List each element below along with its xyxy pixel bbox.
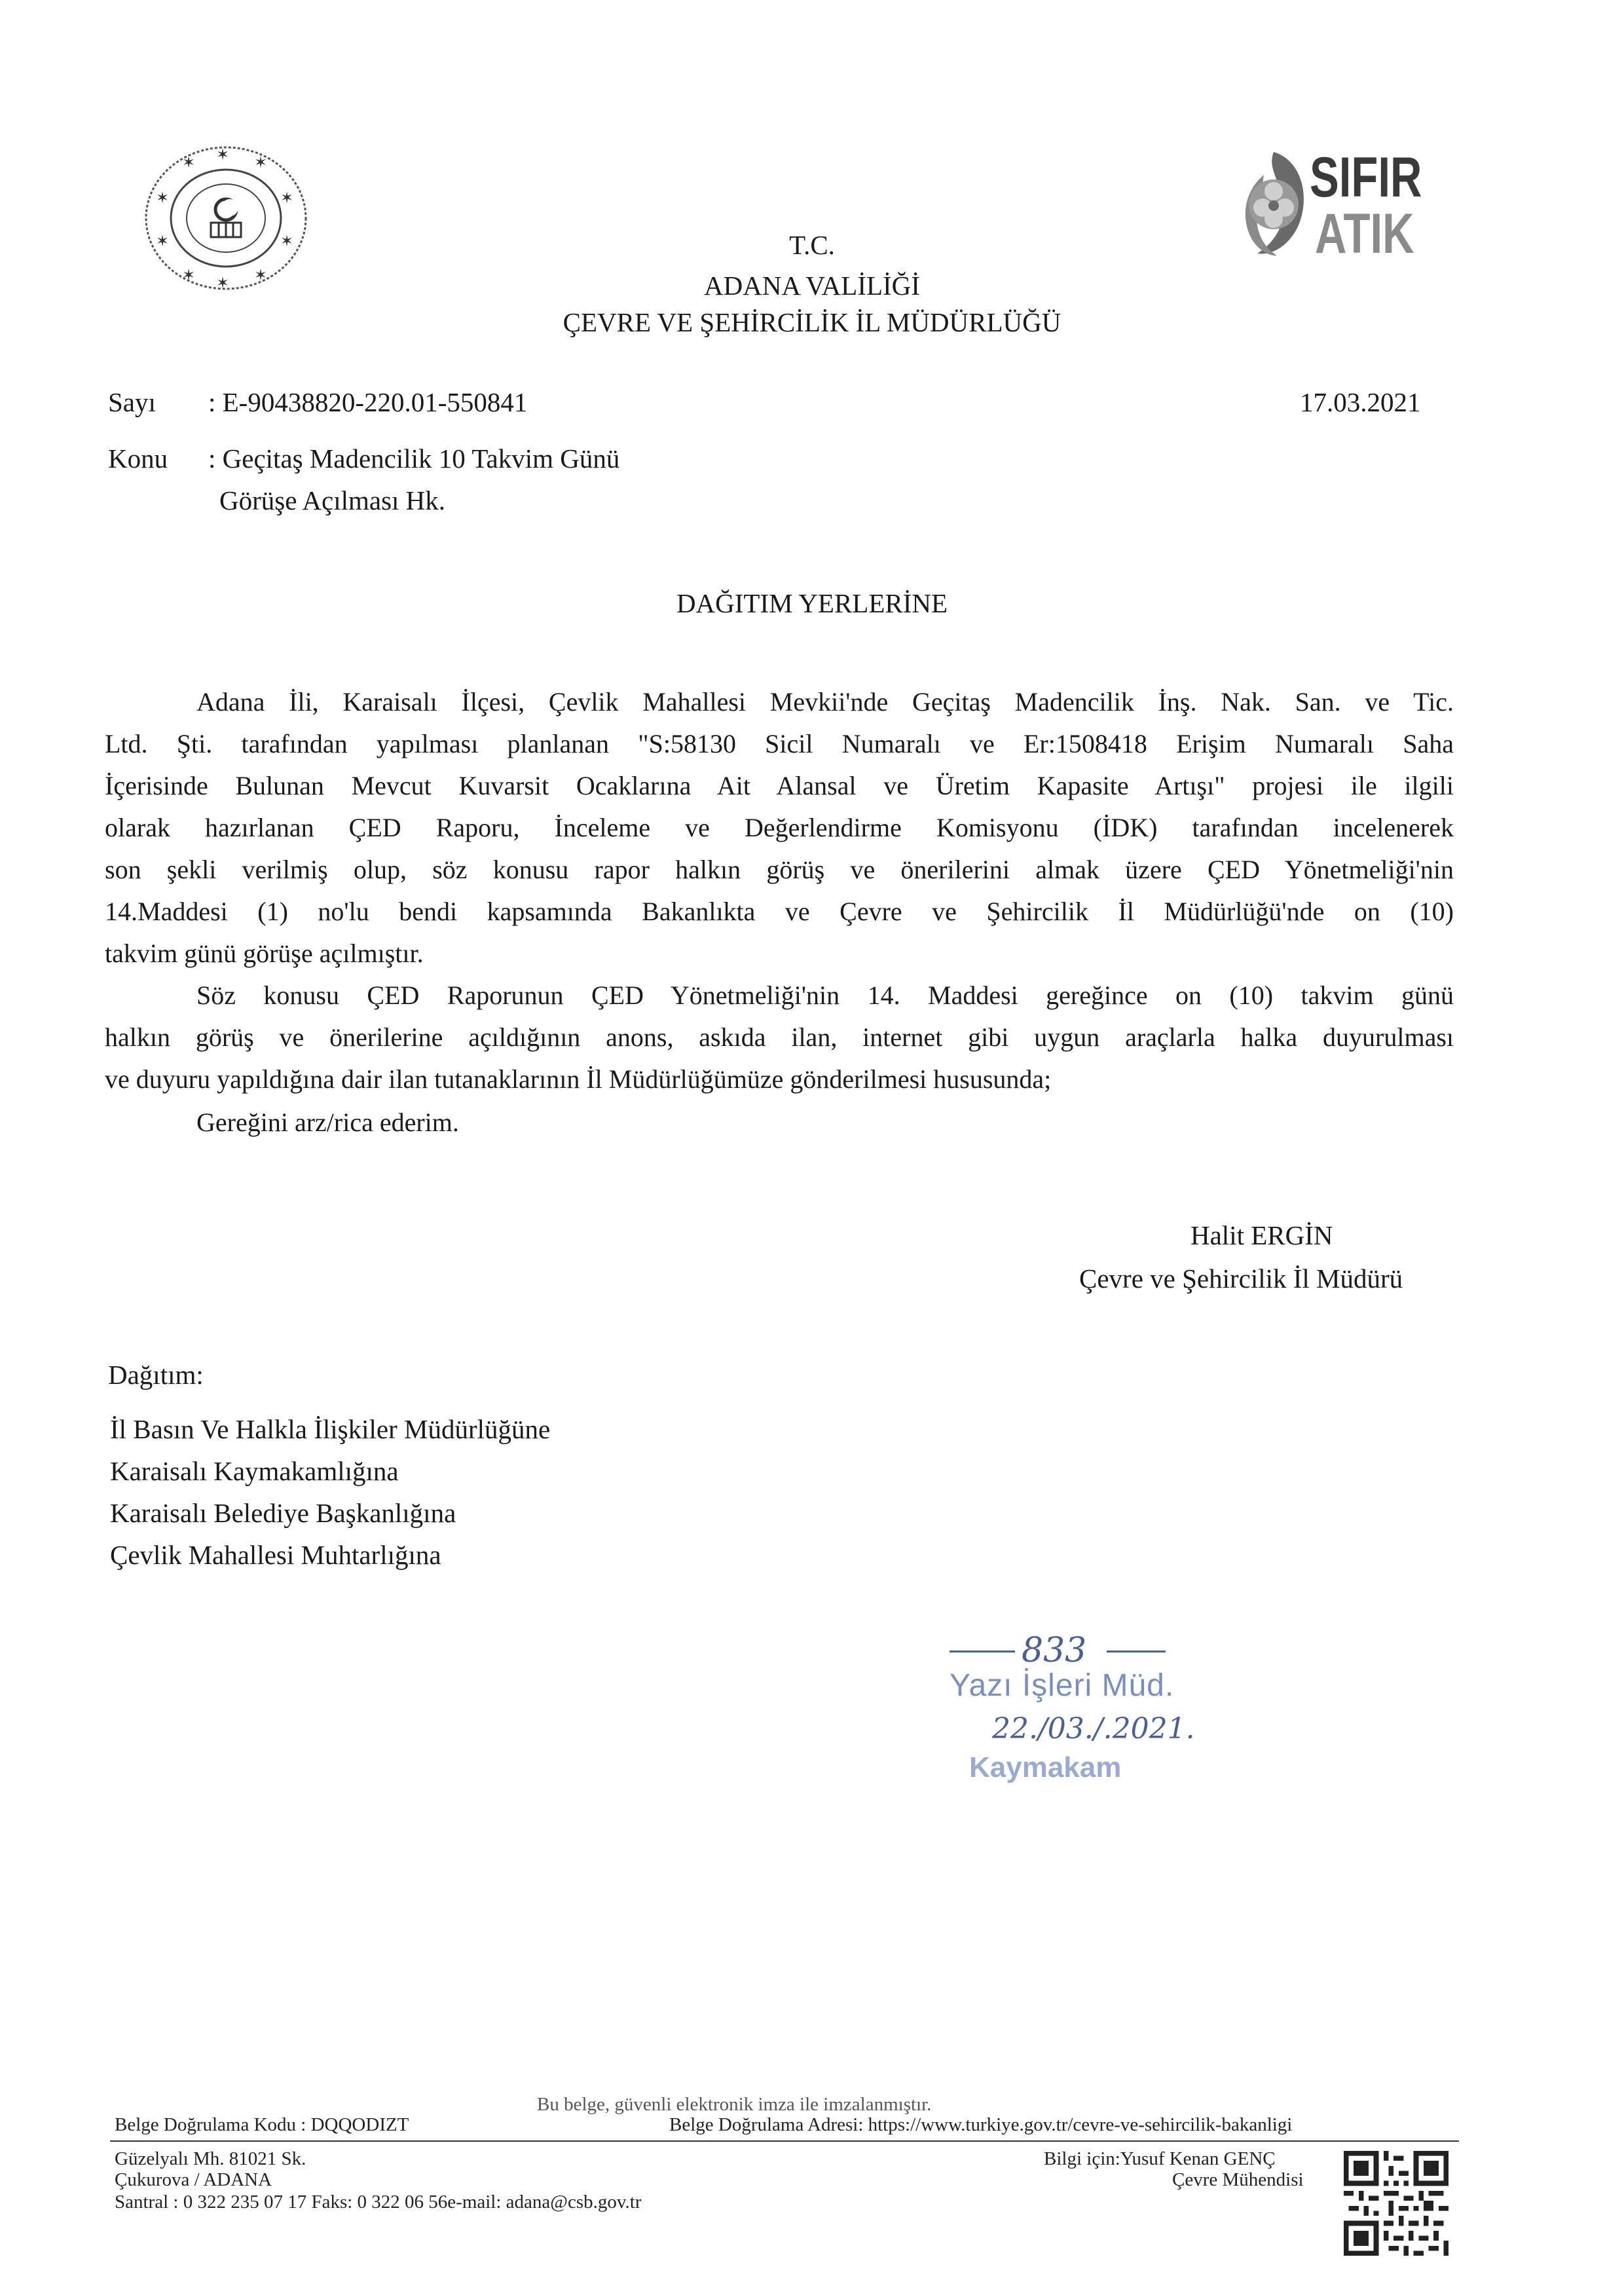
sayi-value: : E-90438820-220.01-550841 (208, 387, 528, 417)
qr-code-icon (1344, 2151, 1449, 2256)
stamp-date: 22./03./.2021. (992, 1712, 1195, 1745)
atik-text: ATIK (1315, 202, 1414, 265)
svg-text:✶: ✶ (216, 274, 230, 292)
body-line: 14.Maddesi (1) no'lu bendi kapsamında Bakanlıkta ve Çevre ve Şehircilik İl Müdürlüğü'nde on (10) (105, 897, 1454, 926)
signatory-title: Çevre ve Şehircilik İl Müdürü (1079, 1263, 1403, 1294)
signatory-name: Halit ERGİN (1190, 1220, 1333, 1250)
body-line: takvim günü görüşe açılmıştır. (105, 939, 424, 968)
distribution-label: Dağıtım: (108, 1360, 204, 1390)
body-line: halkın görüş ve önerilerine açıldığının anons, askıda ilan, internet gibi uygun araçlarla halka duyurulması (105, 1022, 1454, 1052)
verification-address: Belge Doğrulama Adresi: https://www.turkiye.gov.tr/cevre-ve-sehircilik-bakanligi (669, 2114, 1293, 2135)
body-line: İçerisinde Bulunan Mevcut Kuvarsit Ocaklarına Ait Alansal ve Üretim Kapasite Artışı" projesi ile ilgili (105, 771, 1454, 800)
konu-value-2: Görüşe Açılması Hk. (219, 485, 446, 515)
svg-text:✶: ✶ (182, 153, 196, 172)
received-stamp (930, 1631, 1205, 1801)
svg-text:✶: ✶ (216, 145, 230, 164)
footer-address-1: Güzelyalı Mh. 81021 Sk. (115, 2148, 306, 2169)
distribution-item: Çevlik Mahallesi Muhtarlığına (110, 1540, 441, 1570)
svg-text:✶: ✶ (280, 232, 294, 250)
e-signature-note: Bu belge, güvenli elektronik imza ile imzalanmıştır. (537, 2094, 932, 2115)
stamp-dash-left (950, 1651, 1015, 1652)
svg-text:✶: ✶ (254, 153, 268, 172)
body-line: olarak hazırlanan ÇED Raporu, İnceleme ve Değerlendirme Komisyonu (İDK) tarafından incelenerek (105, 813, 1454, 842)
konu-value-1: : Geçitaş Madencilik 10 Takvim Günü (208, 443, 620, 474)
footer-info-title: Çevre Mühendisi (1172, 2169, 1304, 2190)
verification-code: Belge Doğrulama Kodu : DQQODIZT (115, 2114, 409, 2135)
footer-address-2: Çukurova / ADANA (115, 2169, 272, 2190)
body-line: Adana İli, Karaisalı İlçesi, Çevlik Mahallesi Mevkii'nde Geçitaş Madencilik İnş. Nak. San. ve Tic. (196, 687, 1454, 717)
distribution-item: Karaisalı Kaymakamlığına (110, 1456, 399, 1486)
svg-text:✶: ✶ (280, 189, 294, 207)
distribution-item: İl Basın Ve Halkla İlişkiler Müdürlüğüne (110, 1414, 551, 1444)
svg-text:✶: ✶ (254, 266, 268, 284)
document-date: 17.03.2021 (1300, 387, 1421, 417)
sayi-label: Sayı (108, 387, 156, 417)
footer-divider (110, 2140, 1459, 2142)
footer-contact: Santral : 0 322 235 07 17 Faks: 0 322 06 56e-mail: adana@csb.gov.tr (115, 2192, 642, 2212)
body-line: son şekli verilmiş olup, söz konusu rapor halkın görüş ve önerilerini almak üzere ÇED Yönetmeliği'nin (105, 855, 1454, 884)
stamp-number: 833 (1022, 1631, 1087, 1670)
stamp-department: Yazı İşleri Müd. (950, 1668, 1175, 1703)
recipient-heading: DAĞITIM YERLERİNE (676, 588, 948, 618)
body-line: ve duyuru yapıldığına dair ilan tutanaklarının İl Müdürlüğümüze gönderilmesi hususunda; (105, 1064, 1052, 1094)
distribution-item: Karaisalı Belediye Başkanlığına (110, 1498, 456, 1528)
header-governorship: ADANA VALİLİĞİ (704, 271, 920, 301)
konu-label: Konu (108, 443, 168, 474)
closing-line: Gereğini arz/rica ederim. (196, 1108, 459, 1137)
sifir-text: SIFIR (1310, 146, 1422, 209)
stamp-kaymakam: Kaymakam (969, 1751, 1122, 1783)
body-line: Söz konusu ÇED Raporunun ÇED Yönetmeliği'nin 14. Maddesi gereğince on (10) takvim günü (196, 980, 1454, 1010)
stamp-dash-right (1107, 1651, 1166, 1652)
body-line: Ltd. Şti. tarafından yapılması planlanan "S:58130 Sicil Numaralı ve Er:1508418 Erişim Numaralı Saha (105, 729, 1454, 758)
header-tc: T.C. (789, 230, 835, 260)
qr-code (1344, 2151, 1449, 2256)
svg-text:✶: ✶ (156, 189, 170, 207)
header-directorate: ÇEVRE VE ŞEHİRCİLİK İL MÜDÜRLÜĞÜ (563, 307, 1061, 337)
footer-info-contact: Bilgi için:Yusuf Kenan GENÇ (1044, 2148, 1276, 2169)
svg-text:✶: ✶ (182, 266, 196, 284)
svg-text:✶: ✶ (156, 232, 170, 250)
